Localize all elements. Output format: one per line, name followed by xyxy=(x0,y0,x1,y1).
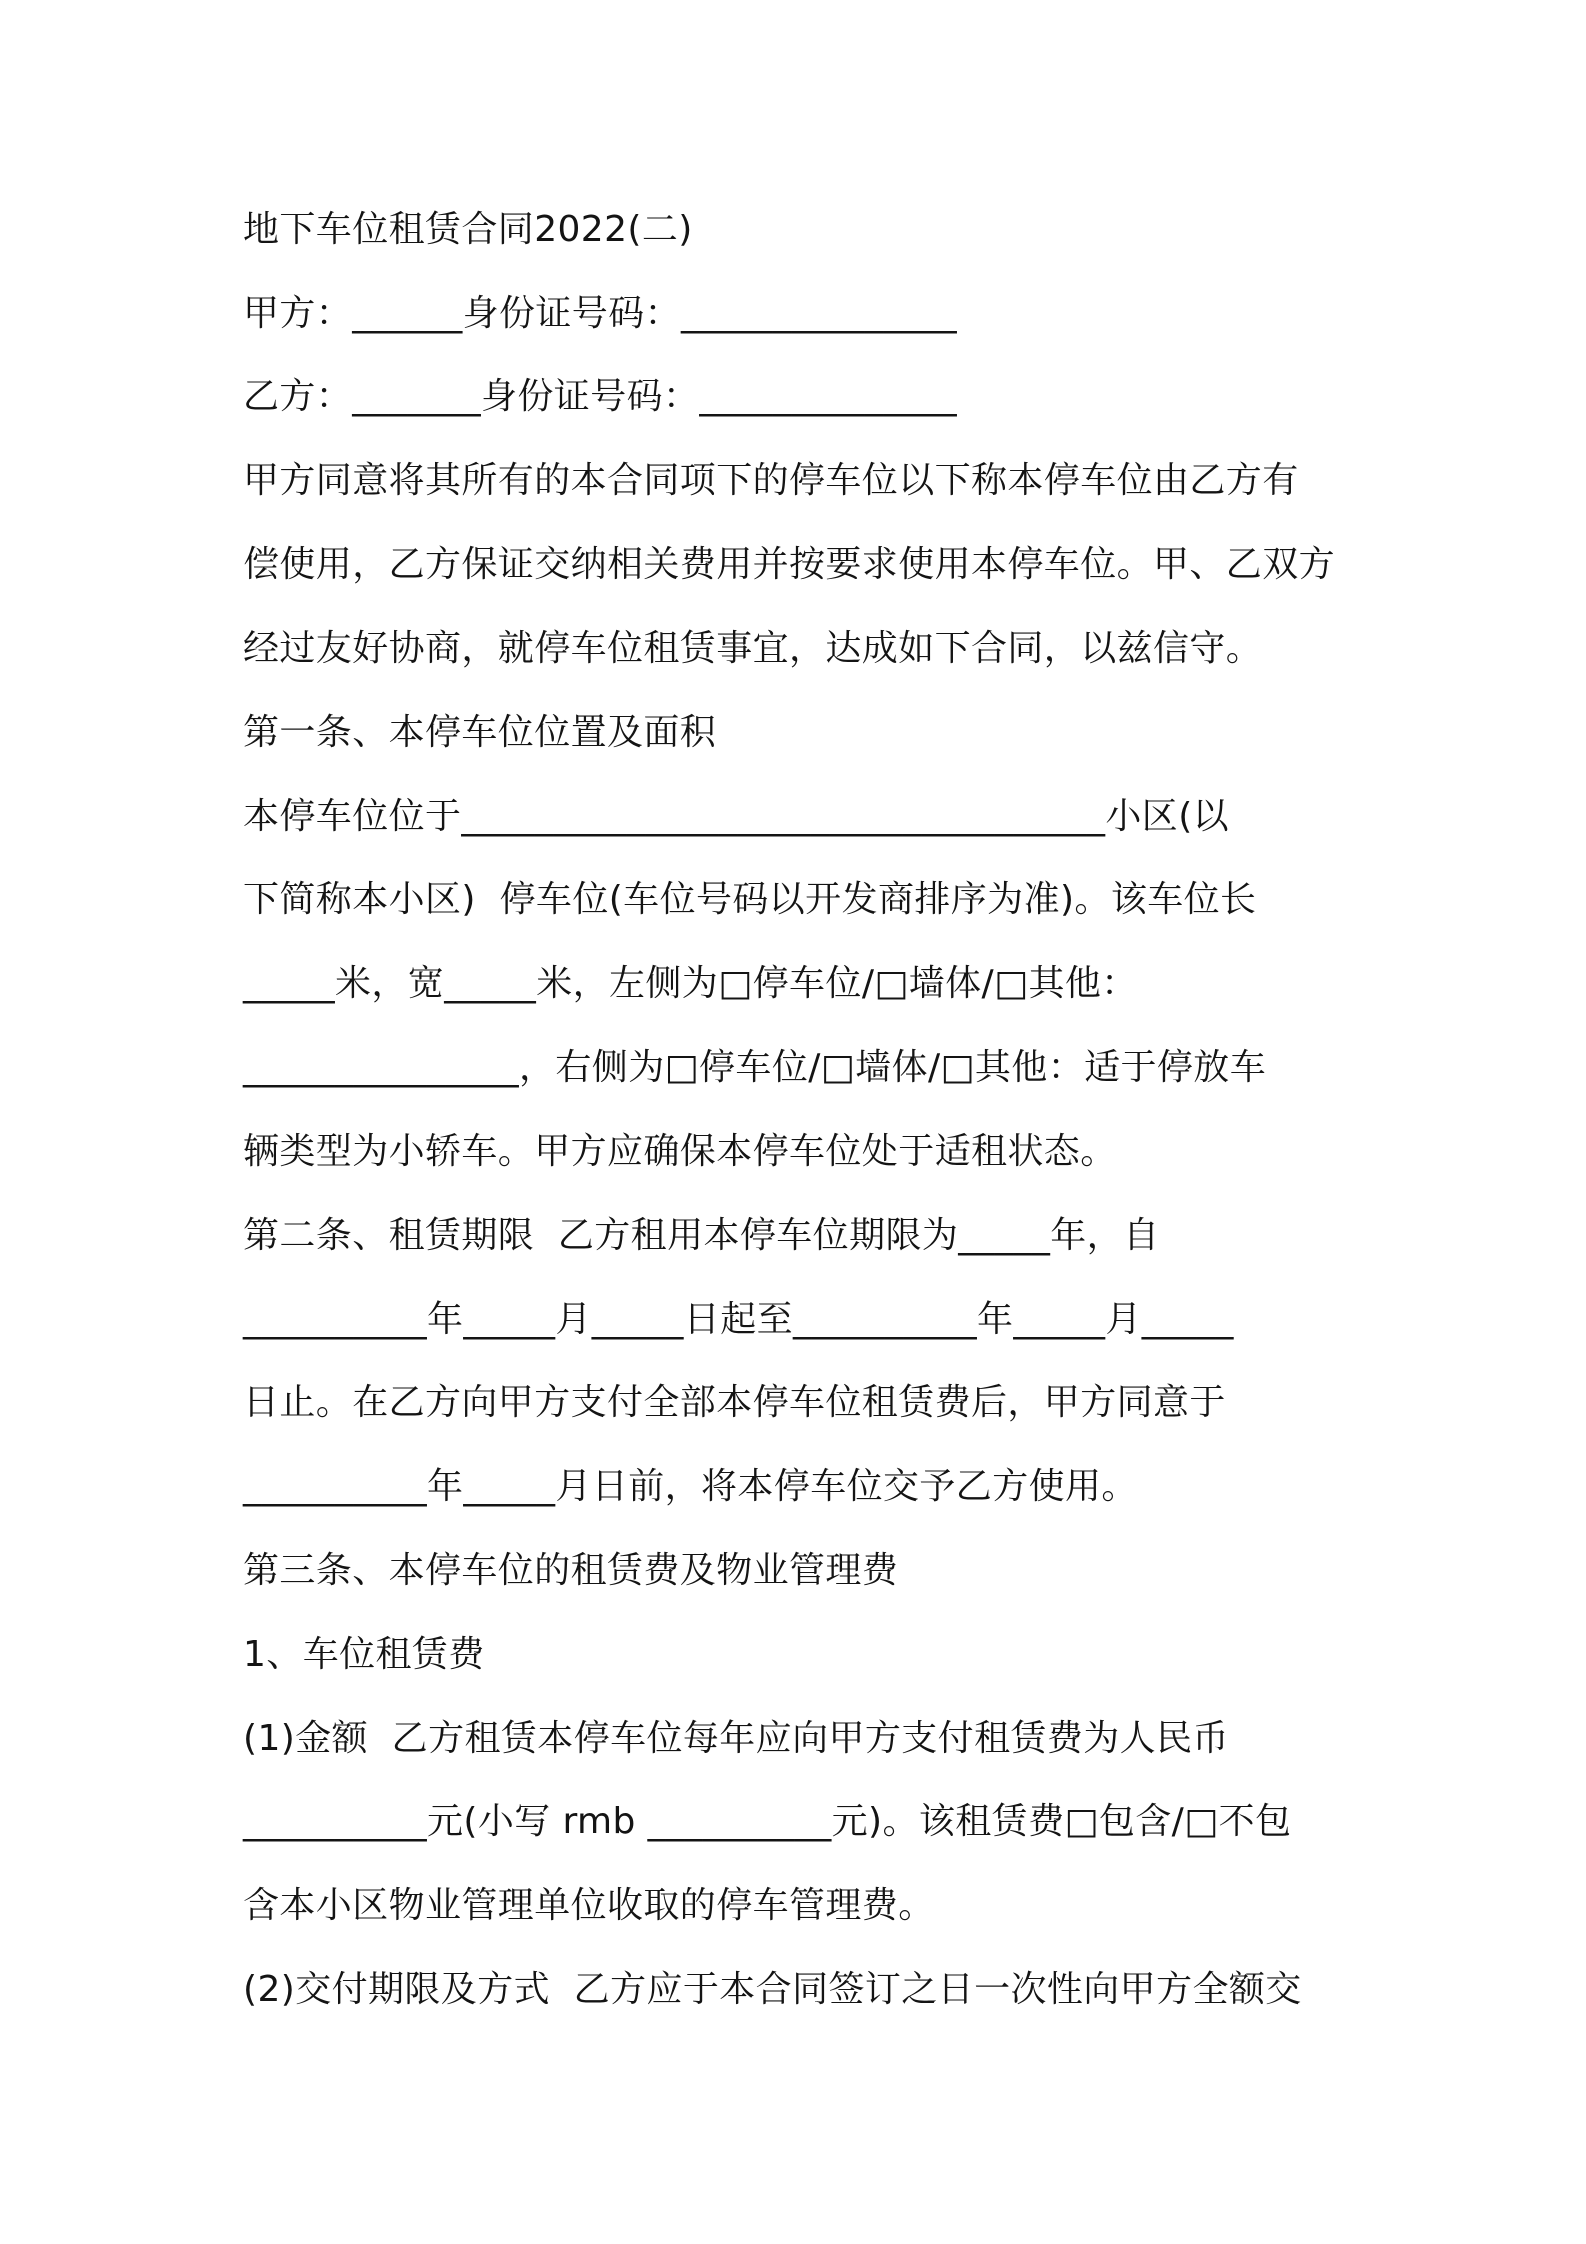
party-b-line: 乙方：_______身份证号码：______________ xyxy=(243,376,957,417)
paragraph-line: 经过友好协商，就停车位租赁事宜，达成如下合同，以兹信守。 xyxy=(243,628,1263,669)
paragraph-line: (1)金额 乙方租赁本停车位每年应向甲方支付租赁费为人民币 xyxy=(243,1718,1229,1759)
paragraph-line: 甲方同意将其所有的本合同项下的停车位以下称本停车位由乙方有 xyxy=(243,460,1299,501)
paragraph-line: 下简称本小区) 停车位(车位号码以开发商排序为准)。该车位长 xyxy=(243,879,1257,920)
subsection-heading: 1、车位租赁费 xyxy=(243,1634,485,1675)
party-a-line: 甲方：______身份证号码：_______________ xyxy=(243,293,957,334)
paragraph-line: (2)交付期限及方式 乙方应于本合同签订之日一次性向甲方全额交 xyxy=(243,1969,1302,2010)
document-title: 地下车位租赁合同2022(二) xyxy=(243,209,693,250)
section-heading: 第一条、本停车位位置及面积 xyxy=(243,712,717,753)
paragraph-line: 日止。在乙方向甲方支付全部本停车位租赁费后，甲方同意于 xyxy=(243,1382,1226,1423)
paragraph-line: __________元(小写 rmb __________元)。该租赁费□包含/□不包 xyxy=(243,1801,1292,1842)
paragraph-line: _____米，宽_____米，左侧为□停车位/□墙体/□其他： xyxy=(243,963,1138,1004)
paragraph-line: _______________，右侧为□停车位/□墙体/□其他：适于停放车 xyxy=(243,1047,1267,1088)
paragraph-line: 本停车位位于___________________________________小区(以 xyxy=(243,796,1230,837)
paragraph-line: 含本小区物业管理单位收取的停车管理费。 xyxy=(243,1885,935,1926)
paragraph-line: 辆类型为小轿车。甲方应确保本停车位处于适租状态。 xyxy=(243,1131,1117,1172)
paragraph-line: __________年_____月日前，将本停车位交予乙方使用。 xyxy=(243,1466,1138,1507)
section-heading: 第三条、本停车位的租赁费及物业管理费 xyxy=(243,1550,899,1591)
section-heading: 第二条、租赁期限 乙方租用本停车位期限为_____年，自 xyxy=(243,1215,1160,1256)
paragraph-line: 偿使用，乙方保证交纳相关费用并按要求使用本停车位。甲、乙双方 xyxy=(243,544,1336,585)
paragraph-line: __________年_____月_____日起至__________年_____月_____ xyxy=(243,1299,1234,1340)
